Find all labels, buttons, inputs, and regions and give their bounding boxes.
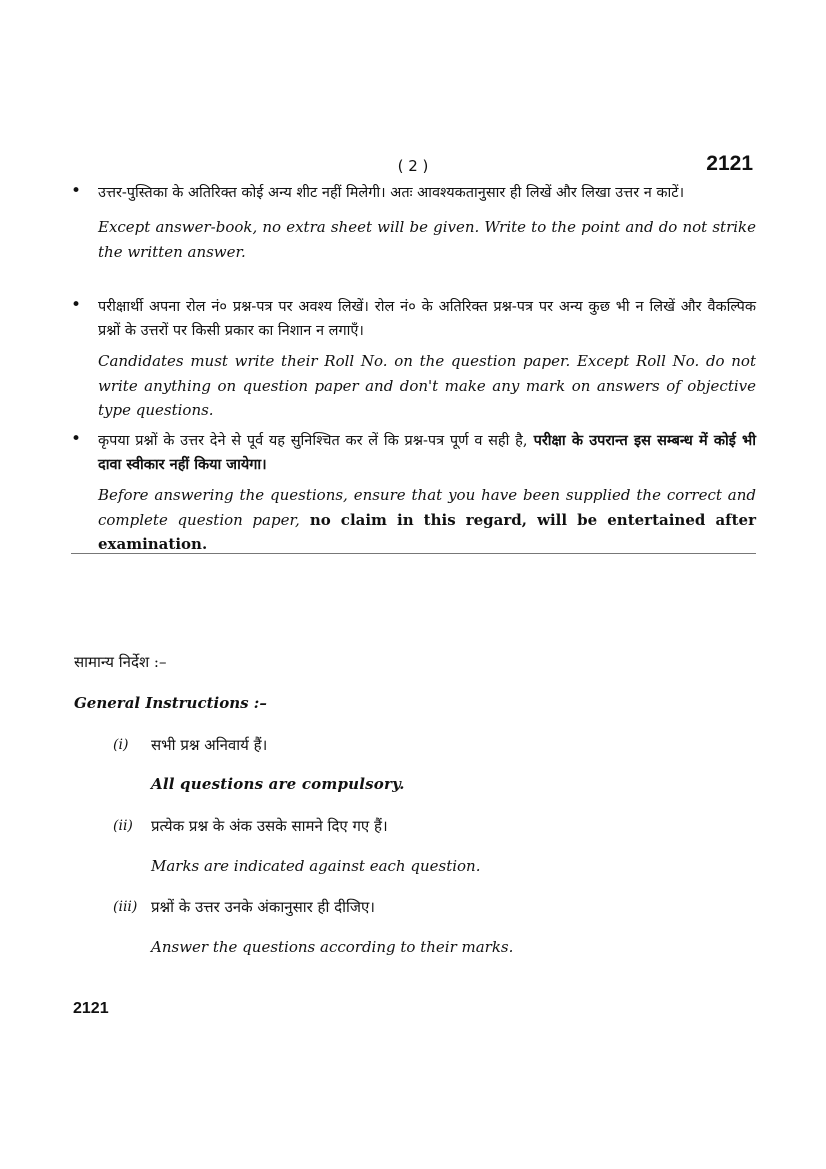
item-number: (iii) <box>113 899 138 915</box>
bullet: • <box>71 429 82 449</box>
item-1-hindi: सभी प्रश्न अनिवार्य हैं। <box>151 736 268 754</box>
item-number: (i) <box>113 737 129 753</box>
general-instructions-hindi-heading: सामान्य निर्देश :– <box>74 653 167 671</box>
note-3-english <box>98 483 756 557</box>
item-2-english: Marks are indicated against each question. <box>151 857 481 875</box>
item-2-hindi: प्रत्येक प्रश्न के अंक उसके सामने दिए गए हैं। <box>151 817 388 835</box>
item-3-english: Answer the questions according to their marks. <box>151 938 514 956</box>
note-1-english: Except answer-book, no extra sheet will be given. Write to the point and do not strike the written answer. <box>98 218 756 261</box>
bullet: • <box>71 295 82 315</box>
page-number: ( 2 ) <box>397 157 429 175</box>
item-3-hindi: प्रश्नों के उत्तर उनके अंकानुसार ही दीजिए। <box>151 898 375 916</box>
item-1-english: All questions are compulsory. <box>151 775 405 793</box>
paper-code-footer: 2121 <box>73 1000 109 1017</box>
divider <box>71 553 756 554</box>
bullet: • <box>71 181 82 201</box>
paper-code-header: 2121 <box>706 152 753 175</box>
instruction-note-3 <box>71 429 756 557</box>
note-3-hindi-bold: परीक्षा के उपरान्त इस सम्बन्ध में कोई भी दावा स्वीकार नहीं किया जायेगा। <box>98 432 756 473</box>
general-instructions-heading: General Instructions :– <box>74 694 267 712</box>
instruction-note-2 <box>71 295 756 423</box>
note-1-hindi: उत्तर-पुस्तिका के अतिरिक्त कोई अन्य शीट नहीं मिलेगी। अतः आवश्यकतानुसार ही लिखें और लिखा उत्तर न काटें। <box>98 185 685 201</box>
note-2-hindi: परीक्षार्थी अपना रोल नं० प्रश्न-पत्र पर अवश्य लिखें। रोल नं० के अतिरिक्त प्रश्न-पत्र पर अन्य कुछ भी न लिखें और वैकल्पिक प्रश्नों के उत्तरों पर किसी प्रकार का निशान न लगाएँ। <box>98 299 756 339</box>
note-3-hindi-plain: कृपया प्रश्नों के उत्तर देने से पूर्व यह सुनिश्चित कर लें कि प्रश्न-पत्र पूर्ण व सही है, <box>98 433 528 449</box>
note-3-english-bold: no claim in this regard, will be entertained after examination. <box>98 510 756 553</box>
instruction-note-1 <box>71 181 756 264</box>
note-2-english: Candidates must write their Roll No. on the question paper. Except Roll No. do not write anything on question paper and don't make any mark on answers of objective type questions. <box>98 352 756 419</box>
note-3-hindi <box>98 429 756 477</box>
item-number: (ii) <box>113 818 133 834</box>
note-3-english-plain: Before answering the questions, ensure that you have been supplied the correct and complete question paper, <box>98 486 756 529</box>
